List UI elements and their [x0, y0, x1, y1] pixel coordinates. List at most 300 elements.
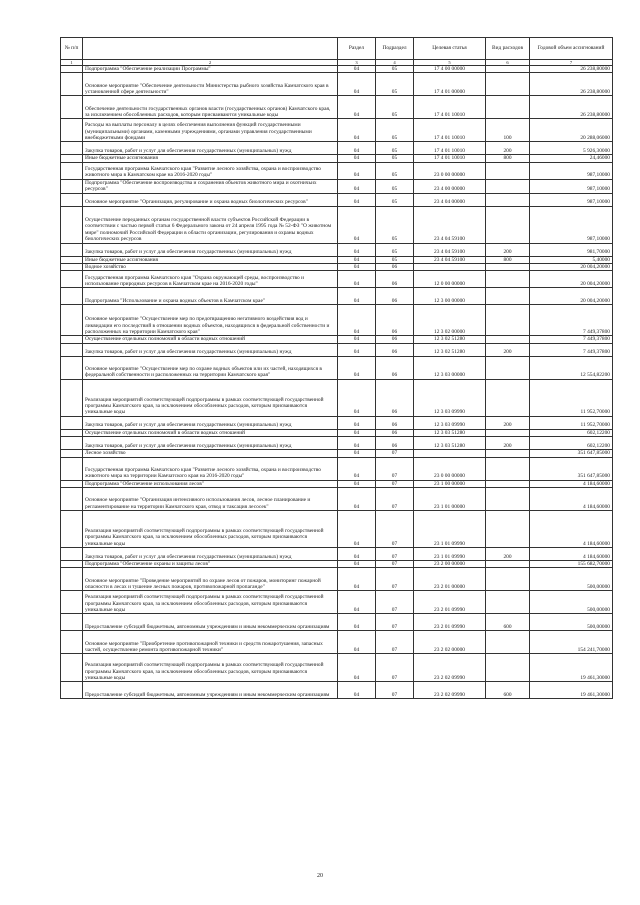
row-number: [61, 305, 83, 336]
budget-table-page: [60, 37, 612, 699]
row-number: [61, 480, 83, 487]
row-name: Подпрограмма "Обеспечение охраны и защиты лесов": [83, 561, 338, 568]
row-amount: 987,10000: [530, 193, 613, 206]
row-expense-type: [486, 336, 530, 343]
row-section: 04: [338, 271, 376, 288]
row-number: [61, 155, 83, 162]
row-section: 04: [338, 336, 376, 343]
row-name: Закупка товаров, работ и услуг для обеспечения государственных (муниципальных) нужд: [83, 437, 338, 450]
table-row: [61, 264, 613, 271]
row-expense-type: [486, 73, 530, 96]
table-row: [61, 591, 613, 614]
row-subsection: 06: [376, 356, 414, 379]
row-name: Осуществление отдельных полномочий в области водных отношений: [83, 336, 338, 343]
table-row: [61, 437, 613, 450]
row-number: [61, 379, 83, 416]
row-number: [61, 457, 83, 480]
table-row: [61, 480, 613, 487]
row-amount: 500,00000: [530, 614, 613, 631]
row-number: [61, 256, 83, 263]
row-subsection: 07: [376, 548, 414, 561]
table-row: [61, 561, 613, 568]
row-section: 04: [338, 614, 376, 631]
row-subsection: 07: [376, 682, 414, 699]
row-amount: 602,12200: [530, 429, 613, 436]
row-number: [61, 243, 83, 256]
row-target-article: 23 2 01 09990: [414, 591, 486, 614]
row-amount: 987,10000: [530, 179, 613, 193]
page-number: 20: [317, 873, 323, 879]
row-subsection: 05: [376, 142, 414, 155]
row-number: [61, 288, 83, 305]
row-expense-type: [486, 264, 530, 271]
row-expense-type: [486, 356, 530, 379]
row-name: Закупка товаров, работ и услуг для обеспечения государственных (муниципальных) нужд: [83, 416, 338, 429]
row-amount: 981,70000: [530, 243, 613, 256]
row-target-article: 23 4 04 59100: [414, 243, 486, 256]
row-amount: 987,10000: [530, 162, 613, 179]
row-section: 04: [338, 437, 376, 450]
column-index: 4: [376, 60, 414, 66]
row-section: 04: [338, 66, 376, 73]
row-amount: 19 461,30000: [530, 682, 613, 699]
row-target-article: 23 4 04 59100: [414, 256, 486, 263]
row-expense-type: [486, 66, 530, 73]
table-row: [61, 155, 613, 162]
row-expense-type: [486, 568, 530, 591]
column-index: 6: [486, 60, 530, 66]
row-section: 04: [338, 264, 376, 271]
row-target-article: 23 0 00 00000: [414, 457, 486, 480]
row-amount: 351 647,85000: [530, 450, 613, 457]
row-expense-type: [486, 179, 530, 193]
row-amount: 500,00000: [530, 591, 613, 614]
row-section: 04: [338, 654, 376, 682]
row-number: [61, 142, 83, 155]
row-number: [61, 264, 83, 271]
row-name: Закупка товаров, работ и услуг для обеспечения государственных (муниципальных) нужд: [83, 142, 338, 155]
row-target-article: 12 3 03 00000: [414, 356, 486, 379]
row-expense-type: 200: [486, 243, 530, 256]
table-row: [61, 457, 613, 480]
row-name: Предоставление субсидий бюджетным, автономным учреждениям и иным некоммерческим организациям: [83, 682, 338, 699]
table-row: [61, 379, 613, 416]
row-name: Закупка товаров, работ и услуг для обеспечения государственных (муниципальных) нужд: [83, 343, 338, 356]
row-number: [61, 682, 83, 699]
row-number: [61, 437, 83, 450]
row-amount: 20 288,06000: [530, 119, 613, 142]
row-target-article: 17 4 01 10010: [414, 96, 486, 119]
row-subsection: 06: [376, 305, 414, 336]
column-index: 1: [61, 60, 83, 66]
row-subsection: 07: [376, 654, 414, 682]
row-amount: 5 926,30000: [530, 142, 613, 155]
table-row: [61, 654, 613, 682]
row-amount: 7 449,37800: [530, 305, 613, 336]
row-target-article: 23 2 01 09990: [414, 614, 486, 631]
row-name: Подпрограмма "Обеспечение реализации Программы": [83, 66, 338, 73]
row-section: 04: [338, 162, 376, 179]
row-target-article: 23 2 00 00000: [414, 561, 486, 568]
row-name: Лесное хозяйство: [83, 450, 338, 457]
row-section: 04: [338, 288, 376, 305]
row-name: Реализация мероприятий соответствующей подпрограммы в рамках соответствующей государственной программы Камчатского края, за исключением обособленных расходов, которым присваиваются уникальные коды: [83, 379, 338, 416]
row-name: Реализация мероприятий соответствующей подпрограммы в рамках соответствующей государственной программы Камчатского края, за исключением обособленных расходов, которым присваиваются уникальные коды: [83, 654, 338, 682]
table-row: [61, 682, 613, 699]
row-subsection: 07: [376, 457, 414, 480]
row-target-article: 23 2 02 09990: [414, 654, 486, 682]
row-name: Основное мероприятие "Приобретение противопожарной техники и средств пожаротушения, запасных частей, осуществление ремонта противопожарной техники": [83, 631, 338, 654]
row-name: Основное мероприятие "Организация, регулирование и охрана водных биологических ресурсов": [83, 193, 338, 206]
row-expense-type: 200: [486, 416, 530, 429]
row-amount: 987,10000: [530, 206, 613, 243]
row-section: 04: [338, 416, 376, 429]
row-number: [61, 336, 83, 343]
row-number: [61, 356, 83, 379]
row-name: Подпрограмма "Обеспечение воспроизводства и сохранения объектов животного мира и охотничьих ресурсов": [83, 179, 338, 193]
row-amount: 154 241,70000: [530, 631, 613, 654]
header-num: № п/п: [61, 38, 83, 60]
row-expense-type: [486, 429, 530, 436]
column-index: 3: [338, 60, 376, 66]
row-target-article: 23 4 00 00000: [414, 179, 486, 193]
row-section: 04: [338, 591, 376, 614]
header-amount: Годовой объем ассигнований: [530, 38, 613, 60]
table-row: [61, 614, 613, 631]
row-name: Осуществление отдельных полномочий в области водных отношений: [83, 429, 338, 436]
row-target-article: 23 2 02 00000: [414, 631, 486, 654]
column-index: 5: [414, 60, 486, 66]
row-subsection: 05: [376, 193, 414, 206]
row-amount: 4 184,60000: [530, 480, 613, 487]
row-expense-type: [486, 561, 530, 568]
row-target-article: 12 3 02 00000: [414, 305, 486, 336]
row-amount: 26 238,80000: [530, 96, 613, 119]
row-expense-type: [486, 288, 530, 305]
row-amount: 5,40000: [530, 256, 613, 263]
row-name: Закупка товаров, работ и услуг для обеспечения государственных (муниципальных) нужд: [83, 548, 338, 561]
row-name: Подпрограмма "Обеспечение использования лесов": [83, 480, 338, 487]
row-expense-type: [486, 271, 530, 288]
row-section: 04: [338, 356, 376, 379]
table-row: [61, 511, 613, 548]
table-row: [61, 488, 613, 511]
row-number: [61, 614, 83, 631]
row-amount: 500,00000: [530, 568, 613, 591]
row-section: 04: [338, 568, 376, 591]
row-name: Основное мероприятие "Организация интенсивного использования лесов, лесное планирование и регламентирование на территории Камчатского края, отвод и таксация лесосек": [83, 488, 338, 511]
row-name: Государственная программа Камчатского края "Развитие лесного хозяйства, охрана и воспроизводство животного мира на территории Камчатского края на 2016-2020 годы": [83, 457, 338, 480]
row-target-article: 12 3 03 51280: [414, 437, 486, 450]
row-expense-type: [486, 511, 530, 548]
row-target-article: 12 3 02 51280: [414, 336, 486, 343]
row-expense-type: [486, 480, 530, 487]
row-amount: 4 184,60000: [530, 548, 613, 561]
row-target-article: 12 3 02 51280: [414, 343, 486, 356]
row-expense-type: [486, 488, 530, 511]
table-row: [61, 568, 613, 591]
table-row: [61, 305, 613, 336]
row-target-article: [414, 264, 486, 271]
row-section: 04: [338, 119, 376, 142]
row-expense-type: 200: [486, 142, 530, 155]
row-section: 04: [338, 96, 376, 119]
row-subsection: 05: [376, 206, 414, 243]
table-row: [61, 288, 613, 305]
row-amount: 155 682,70000: [530, 561, 613, 568]
row-subsection: 06: [376, 429, 414, 436]
row-subsection: 07: [376, 591, 414, 614]
table-row: [61, 73, 613, 96]
row-expense-type: 200: [486, 343, 530, 356]
row-target-article: 23 1 01 09990: [414, 511, 486, 548]
row-number: [61, 66, 83, 73]
row-name: Основное мероприятие "Обеспечение деятельности Министерства рыбного хозяйства Камчатского края в установленной сфере деятельности": [83, 73, 338, 96]
row-section: 04: [338, 511, 376, 548]
row-name: Расходы на выплаты персоналу в целях обеспечения выполнения функций государственными (муниципальными) органами, казенными учреждениями, органами управления государственными внебюджетными фондами: [83, 119, 338, 142]
row-amount: 24,46000: [530, 155, 613, 162]
row-target-article: 17 4 01 00000: [414, 73, 486, 96]
row-amount: 7 449,37800: [530, 336, 613, 343]
row-expense-type: 600: [486, 614, 530, 631]
row-subsection: 06: [376, 379, 414, 416]
row-expense-type: 800: [486, 155, 530, 162]
table-row: [61, 416, 613, 429]
table-row: [61, 193, 613, 206]
row-target-article: [414, 450, 486, 457]
row-target-article: 23 4 04 59100: [414, 206, 486, 243]
row-name: Реализация мероприятий соответствующей подпрограммы в рамках соответствующей государственной программы Камчатского края, за исключением обособленных расходов, которым присваиваются уникальные коды: [83, 591, 338, 614]
row-amount: 26 238,80000: [530, 66, 613, 73]
row-subsection: 07: [376, 631, 414, 654]
row-amount: 602,12200: [530, 437, 613, 450]
row-expense-type: [486, 457, 530, 480]
row-section: 04: [338, 155, 376, 162]
row-expense-type: [486, 450, 530, 457]
table-row: [61, 429, 613, 436]
row-subsection: 07: [376, 561, 414, 568]
row-expense-type: 800: [486, 256, 530, 263]
row-subsection: 07: [376, 450, 414, 457]
header-name: [83, 38, 338, 60]
row-subsection: 06: [376, 437, 414, 450]
row-target-article: 17 4 01 10010: [414, 119, 486, 142]
row-section: 04: [338, 73, 376, 96]
row-target-article: 17 4 01 10010: [414, 142, 486, 155]
table-body: [61, 66, 613, 699]
row-number: [61, 193, 83, 206]
row-amount: 20 004,20000: [530, 288, 613, 305]
row-subsection: 07: [376, 614, 414, 631]
table-row: [61, 206, 613, 243]
row-number: [61, 162, 83, 179]
row-subsection: 06: [376, 343, 414, 356]
row-expense-type: 100: [486, 119, 530, 142]
row-target-article: 17 4 01 10010: [414, 155, 486, 162]
table-row: [61, 119, 613, 142]
row-name: Реализация мероприятий соответствующей подпрограммы в рамках соответствующей государственной программы Камчатского края, за исключением обособленных расходов, которым присваиваются уникальные коды: [83, 511, 338, 548]
row-number: [61, 179, 83, 193]
row-section: 04: [338, 548, 376, 561]
row-amount: 11 952,70000: [530, 416, 613, 429]
table-row: [61, 142, 613, 155]
row-subsection: 05: [376, 96, 414, 119]
row-section: 04: [338, 343, 376, 356]
row-expense-type: [486, 96, 530, 119]
row-number: [61, 96, 83, 119]
row-target-article: 23 1 01 00000: [414, 488, 486, 511]
row-name: Иные бюджетные ассигнования: [83, 256, 338, 263]
row-target-article: 17 4 00 00000: [414, 66, 486, 73]
row-subsection: 05: [376, 119, 414, 142]
row-subsection: 06: [376, 264, 414, 271]
header-row: [61, 38, 613, 60]
row-name: Обеспечение деятельности государственных органов власти (государственных органов) Камчатского края, за исключением обособленных расходов, которым присваиваются уникальные коды: [83, 96, 338, 119]
row-section: 04: [338, 480, 376, 487]
row-section: 04: [338, 206, 376, 243]
budget-table: [60, 37, 613, 699]
table-row: [61, 256, 613, 263]
row-expense-type: [486, 305, 530, 336]
row-number: [61, 73, 83, 96]
row-target-article: 12 3 03 09990: [414, 379, 486, 416]
row-section: 04: [338, 193, 376, 206]
row-number: [61, 591, 83, 614]
row-section: 04: [338, 450, 376, 457]
row-amount: 20 004,20000: [530, 271, 613, 288]
row-name: Подпрограмма "Использование и охрана водных объектов в Камчатском крае": [83, 288, 338, 305]
row-subsection: 05: [376, 256, 414, 263]
row-target-article: 23 1 00 00000: [414, 480, 486, 487]
header-article: Целевая статья: [414, 38, 486, 60]
table-row: [61, 356, 613, 379]
table-row: [61, 66, 613, 73]
row-section: 04: [338, 179, 376, 193]
table-row: [61, 179, 613, 193]
header-expense-type: Вид расходов: [486, 38, 530, 60]
row-number: [61, 416, 83, 429]
row-subsection: 05: [376, 162, 414, 179]
table-row: [61, 162, 613, 179]
row-subsection: 07: [376, 568, 414, 591]
row-subsection: 07: [376, 488, 414, 511]
row-target-article: 23 1 01 09990: [414, 548, 486, 561]
row-expense-type: [486, 379, 530, 416]
row-number: [61, 119, 83, 142]
row-expense-type: 200: [486, 437, 530, 450]
row-name: Иные бюджетные ассигнования: [83, 155, 338, 162]
row-number: [61, 206, 83, 243]
row-expense-type: [486, 631, 530, 654]
table-row: [61, 271, 613, 288]
row-amount: 19 461,30000: [530, 654, 613, 682]
row-number: [61, 488, 83, 511]
row-expense-type: [486, 591, 530, 614]
row-expense-type: [486, 193, 530, 206]
row-expense-type: 200: [486, 548, 530, 561]
table-row: [61, 343, 613, 356]
row-target-article: 23 2 01 00000: [414, 568, 486, 591]
row-number: [61, 450, 83, 457]
row-section: 04: [338, 561, 376, 568]
table-row: [61, 450, 613, 457]
row-target-article: 12 3 03 51280: [414, 429, 486, 436]
row-subsection: 06: [376, 271, 414, 288]
row-name: Основное мероприятие "Осуществление мер по предотвращению негативного воздействия вод и ликвидации его последствий в отношении водных объектов, находящихся в федеральной собственности и расположенных на территории Камчатского края": [83, 305, 338, 336]
row-section: 04: [338, 305, 376, 336]
row-section: 04: [338, 429, 376, 436]
table-row: [61, 243, 613, 256]
row-amount: 7 449,37800: [530, 343, 613, 356]
row-amount: 351 647,85000: [530, 457, 613, 480]
row-section: 04: [338, 488, 376, 511]
row-section: 04: [338, 243, 376, 256]
row-expense-type: 600: [486, 682, 530, 699]
row-subsection: 05: [376, 243, 414, 256]
row-number: [61, 548, 83, 561]
row-number: [61, 271, 83, 288]
row-expense-type: [486, 654, 530, 682]
row-subsection: 06: [376, 336, 414, 343]
row-name: Основное мероприятие "Осуществление мер по охране водных объектов или их частей, находящихся в федеральной собственности и расположенных на территории Камчатского края": [83, 356, 338, 379]
column-index: 2: [83, 60, 338, 66]
row-section: 04: [338, 142, 376, 155]
row-amount: 4 184,60000: [530, 488, 613, 511]
row-target-article: 23 2 02 09990: [414, 682, 486, 699]
row-name: Государственная программа Камчатского края "Охрана окружающей среды, воспроизводство и использование природных ресурсов в Камчатском крае на 2016-2020 годы": [83, 271, 338, 288]
row-expense-type: [486, 206, 530, 243]
table-row: [61, 96, 613, 119]
row-name: Государственная программа Камчатского края "Развитие лесного хозяйства, охрана и воспроизводство животного мира в Камчатском крае на 2016-2020 годы": [83, 162, 338, 179]
row-name: Осуществление переданных органам государственной власти субъектов Российской Федерации в соответствии с частью первой статьи 6 Федерального закона от 24 апреля 1995 года № 52-ФЗ "О животном мире" полномочий Российской Федерации в области организации, регулирования и охраны водных биологических ресурсов: [83, 206, 338, 243]
row-section: 04: [338, 457, 376, 480]
table-row: [61, 336, 613, 343]
column-index: 7: [530, 60, 613, 66]
row-target-article: 12 3 00 00000: [414, 288, 486, 305]
row-amount: 11 952,70000: [530, 379, 613, 416]
row-subsection: 05: [376, 73, 414, 96]
row-section: 04: [338, 379, 376, 416]
row-number: [61, 568, 83, 591]
row-subsection: 05: [376, 155, 414, 162]
row-name: Основное мероприятие "Проведение мероприятий по охране лесов от пожаров, мониторинг пожарной опасности в лесах и тушение лесных пожаров, противопожарной пропаганде": [83, 568, 338, 591]
row-number: [61, 343, 83, 356]
row-subsection: 06: [376, 416, 414, 429]
header-subsection: Подраздел: [376, 38, 414, 60]
row-number: [61, 511, 83, 548]
row-number: [61, 429, 83, 436]
row-name: Закупка товаров, работ и услуг для обеспечения государственных (муниципальных) нужд: [83, 243, 338, 256]
row-subsection: 07: [376, 511, 414, 548]
table-row: [61, 631, 613, 654]
row-number: [61, 654, 83, 682]
row-name: Водное хозяйство: [83, 264, 338, 271]
row-subsection: 05: [376, 179, 414, 193]
row-section: 04: [338, 682, 376, 699]
table-row: [61, 548, 613, 561]
row-amount: 12 554,82200: [530, 356, 613, 379]
row-amount: 20 004,20000: [530, 264, 613, 271]
header-section: Раздел: [338, 38, 376, 60]
row-subsection: 07: [376, 480, 414, 487]
row-name: Предоставление субсидий бюджетным, автономным учреждениям и иным некоммерческим организациям: [83, 614, 338, 631]
row-section: 04: [338, 256, 376, 263]
row-target-article: 23 0 00 00000: [414, 162, 486, 179]
row-subsection: 05: [376, 66, 414, 73]
row-target-article: 12 0 00 00000: [414, 271, 486, 288]
row-expense-type: [486, 162, 530, 179]
row-target-article: 12 3 03 09990: [414, 416, 486, 429]
